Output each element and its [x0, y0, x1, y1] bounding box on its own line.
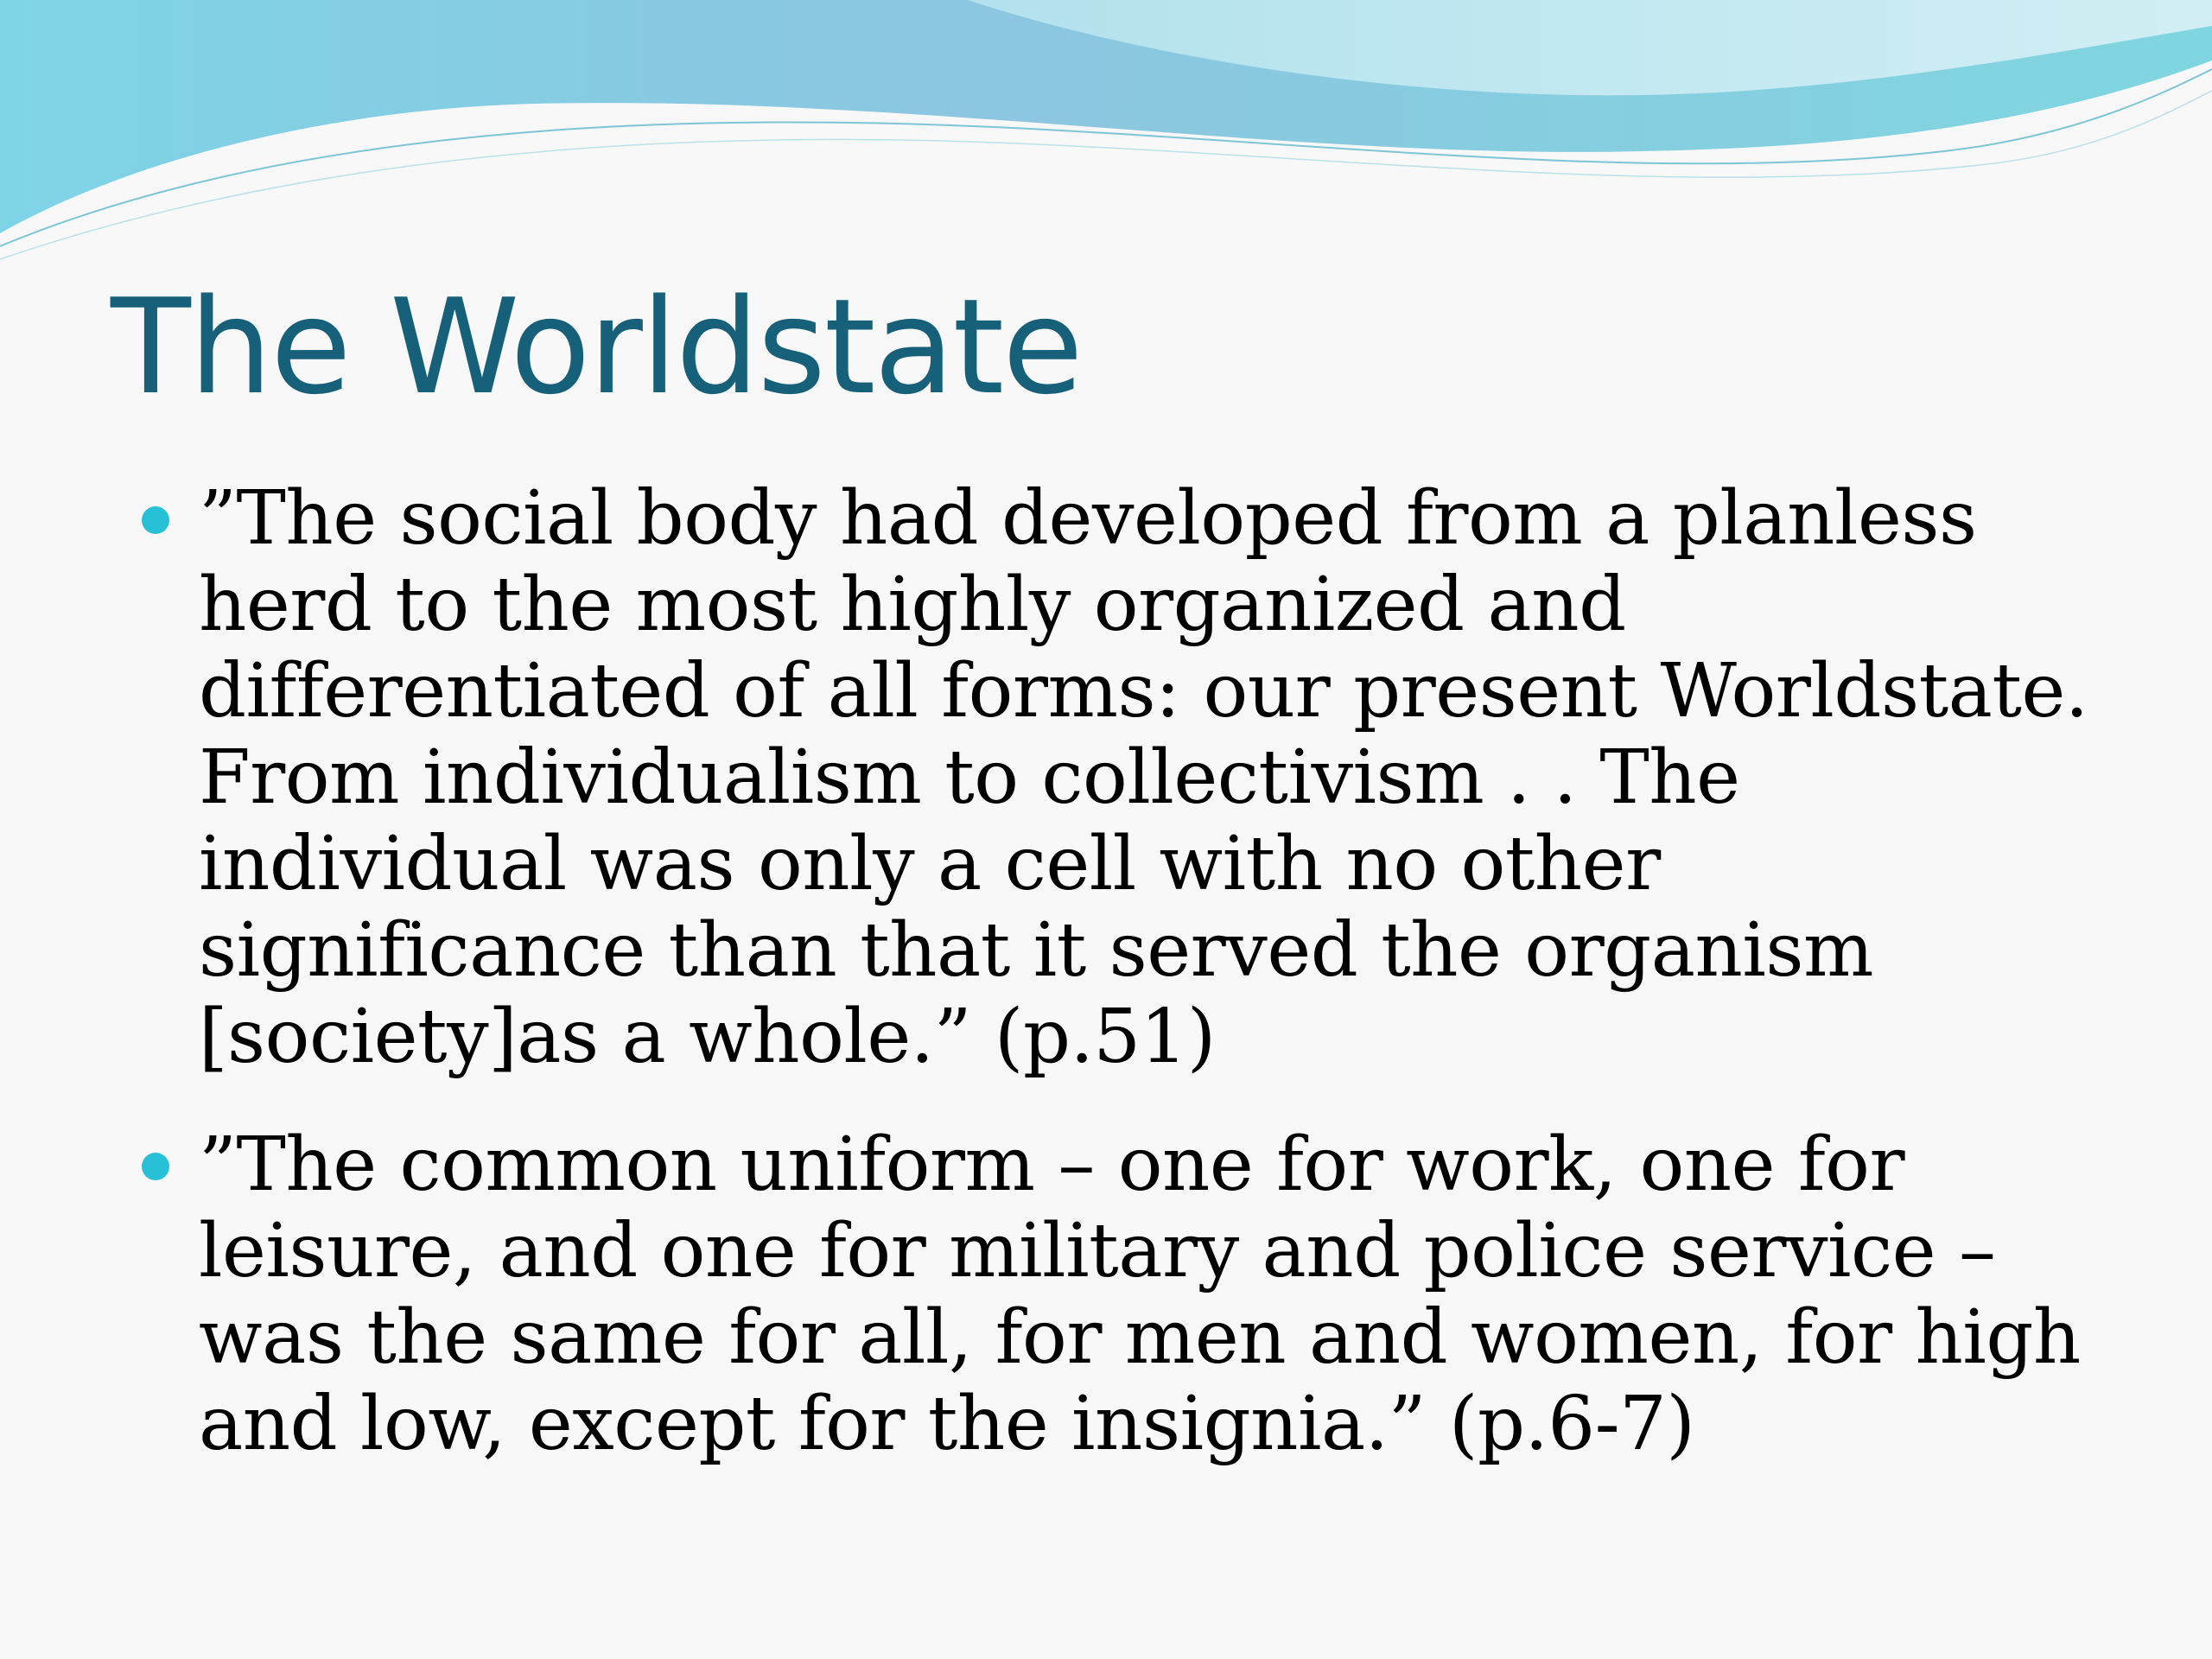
- bullet-text: ”The common uniform – one for work, one for leisure, and one for military and police service – was the same for all, for men and women, for high and low, except for the insignia.” (p.6-7): [199, 1122, 2081, 1467]
- list-item: [199, 1122, 2126, 1467]
- bullet-dot-icon: [142, 1153, 169, 1180]
- bullet-dot-icon: [142, 506, 169, 534]
- list-item: [199, 475, 2126, 1080]
- bullet-text: ”The social body had developed from a planless herd to the most highly organized and differentiated of all forms: our present Worldstate. From individualism to collectivism . . The individual was only a cell with no other significance than that it served the organism [society]as a whole.” (p.51): [199, 475, 2088, 1080]
- slide-title: The Worldstate: [111, 270, 1082, 423]
- header-wave-decoration: [0, 0, 2212, 276]
